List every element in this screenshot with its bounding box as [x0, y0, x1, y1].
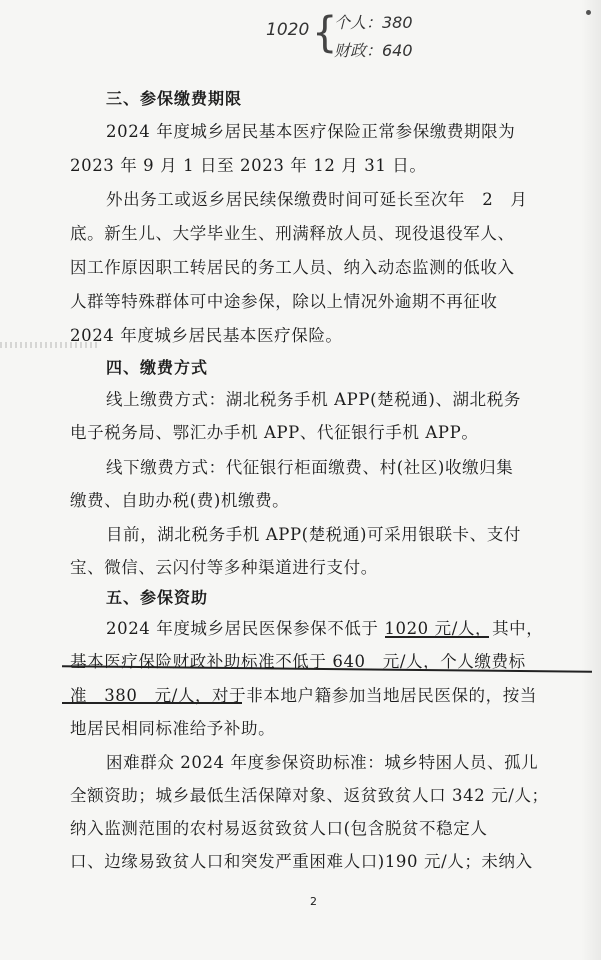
scan-smudge	[0, 342, 100, 348]
paragraph-line: 电子税务局、鄂汇办手机 APP、代征银行手机 APP。	[70, 423, 479, 442]
handwritten-brace: {	[312, 8, 338, 58]
paragraph-line: 准 380 元/人，对于非本地户籍参加当地居民医保的，按当	[70, 686, 537, 705]
paragraph-line: 口、边缘易致贫人口和突发严重困难人口)190 元/人；未纳入	[70, 852, 533, 871]
paragraph-line: 线上缴费方式：湖北税务手机 APP(楚税通)、湖北税务	[106, 390, 521, 409]
section-heading-4: 四、缴费方式	[106, 358, 209, 377]
handwritten-fiscal: 财政：640	[334, 41, 413, 60]
scan-edge-shadow	[581, 0, 601, 960]
paragraph-line: 目前，湖北税务手机 APP(楚税通)可采用银联卡、支付	[106, 525, 521, 544]
section-heading-5: 五、参保资助	[106, 588, 209, 607]
paragraph-line: 线下缴费方式：代征银行柜面缴费、村(社区)收缴归集	[106, 458, 514, 477]
paragraph-line: 底。新生儿、大学毕业生、刑满释放人员、现役退役军人、	[70, 224, 515, 243]
page-number: 2	[310, 895, 317, 908]
handwritten-personal: 个人：380	[334, 13, 413, 32]
paragraph-line: 纳入监测范围的农村易返贫致贫人口(包含脱贫不稳定人	[70, 819, 488, 838]
paragraph-line: 外出务工或返乡居民续保缴费时间可延长至次年 2 月	[106, 190, 528, 209]
paragraph-line: 地居民相同标准给予补助。	[70, 719, 276, 738]
handwritten-total: 1020	[266, 20, 310, 40]
paragraph-line: 2024 年度城乡居民基本医疗保险。	[70, 326, 343, 345]
paragraph-line: 缴费、自助办税(费)机缴费。	[70, 491, 290, 510]
paragraph-line: 2024 年度城乡居民基本医疗保险正常参保缴费期限为	[106, 122, 516, 141]
paragraph-line: 因工作原因职工转居民的务工人员、纳入动态监测的低收入	[70, 258, 515, 277]
paragraph-line: 2024 年度城乡居民医保参保不低于 1020 元/人，其中，	[106, 619, 544, 638]
paragraph-line: 2023 年 9 月 1 日至 2023 年 12 月 31 日。	[70, 156, 427, 175]
paragraph-line: 困难群众 2024 年度参保资助标准：城乡特困人员、孤儿	[106, 753, 539, 772]
paragraph-line: 全额资助；城乡最低生活保障对象、返贫致贫人口 342 元/人；	[70, 786, 549, 805]
section-heading-3: 三、参保缴费期限	[106, 89, 243, 108]
paragraph-line: 人群等特殊群体可中途参保，除以上情况外逾期不再征收	[70, 292, 498, 311]
paragraph-line: 宝、微信、云闪付等多种渠道进行支付。	[70, 558, 378, 577]
paragraph-line: 基本医疗保险财政补助标准不低于 640 元/人，个人缴费标	[70, 652, 526, 671]
handwritten-underline	[62, 702, 242, 704]
handwritten-underline	[385, 636, 489, 638]
